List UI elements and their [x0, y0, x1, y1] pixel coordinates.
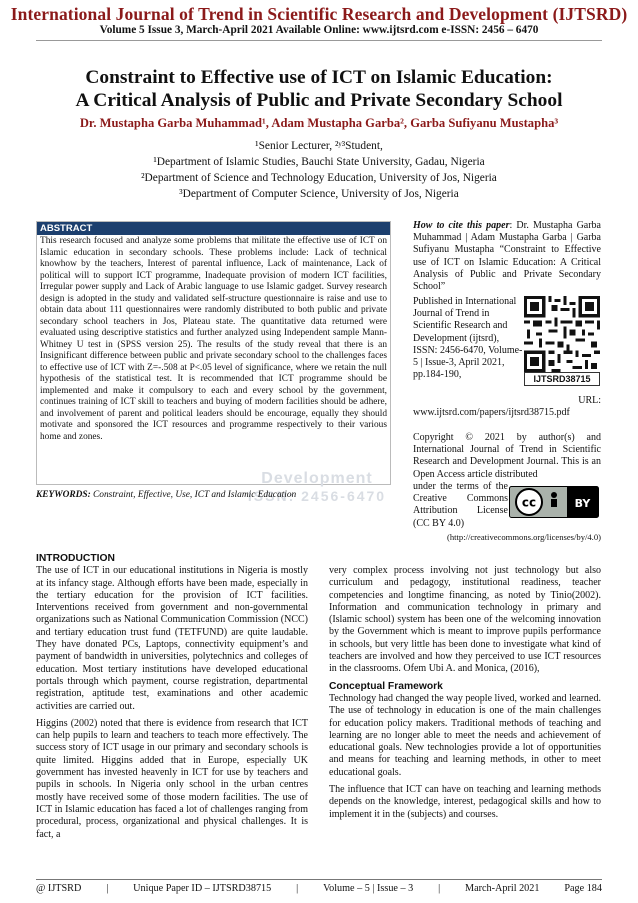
affiliation-roles: ¹Senior Lecturer, ²ʸ³Student,: [255, 140, 383, 152]
header-rule: [36, 40, 602, 41]
paper-title: [20, 66, 618, 112]
citation-block: [413, 220, 601, 293]
journal-title: International Journal of Trend in Scientific Research and Development (IJTSRD): [10, 4, 628, 24]
paper-title-line-1: Constraint to Effective use of ICT on Islamic Education:: [85, 67, 553, 88]
conceptual-paragraph-1: Technology had changed the way people lived, worked and learned. The use of technology in education is one of the main challenges for education policy makers. Traditional methods of teaching and learning are no longer able to meet the needs and achievement of educational goals. New technologies provide a lot of opportunities and means for teaching and learning methods, in other to meet educational goals.: [329, 692, 601, 778]
qr-code-icon: [524, 296, 600, 372]
license-url[interactable]: (http://creativecommons.org/licenses/by/4.0): [446, 532, 601, 542]
cc-by-license-icon: [509, 486, 599, 518]
footer-journal: @ IJTSRD: [36, 883, 82, 894]
abstract-heading: ABSTRACT: [37, 222, 390, 235]
copyright-text: Copyright © 2021 by author(s) and International Journal of Trend in Scientific Research and Development Journal. This is an Open Access article distributed: [413, 432, 601, 480]
journal-volume-line: Volume 5 Issue 3, March-April 2021 Available Online: www.ijtsrd.com e-ISSN: 2456 – 6470: [99, 24, 539, 36]
cc-badge-text: cc: [521, 495, 537, 510]
abstract-box: [36, 221, 391, 485]
conceptual-framework-heading: Conceptual Framework: [329, 680, 443, 692]
footer-page-number: Page 184: [564, 883, 602, 894]
abstract-text: This research focused and analyze some problems that militate the effective use of ICT on Islamic education in secondary schools. These problems include: Lack of technical knowhow by the teachers, Interest of parental influence, Lack of maintenance, Lack of political will to support ICT programme, Inadequate provision of modern ICT facilities, Irregular power supply and Lack of Arabic language to use Islamic gadget. Survey research design is adopted in the study and validated self-structure questionnaire is raise and use to obtain data about 111 questionnaires were randomly distributed to both public and private secondary school teachers in Jos, Plateau state. The quantitative data returned were evaluated using descriptive statistics and further analyzed using Independent sample Mann-Whitney U test in (SPSS version 25). The results of the study reveal that there is an Insignificant difference between public and private secondary school to the challenges faces to effective use of ICT with Z=-.508 at P<.05 level of significance, where we retain the null hypothesis of the statistical test. It is recommended that ICT programme should be implemented and make it compulsory to each and every school by the government, continues training of ICT skill to teachers and buying of modern facilities should be adhere, and involvement of parent and political leaders should be encourage, equally they should motivate and sponsored the ICT resources and programme respectively to their various home and zones.: [40, 236, 387, 442]
footer-date: March-April 2021: [465, 883, 540, 894]
citation-url-link[interactable]: www.ijtsrd.com/papers/ijtsrd38715.pdf: [413, 407, 570, 418]
keywords: [36, 490, 391, 500]
paper-title-line-2: A Critical Analysis of Public and Private Secondary School: [75, 90, 563, 111]
right-column: [329, 565, 601, 826]
citation-text: : Dr. Mustapha Garba Muhammad | Adam Mustapha Garba | Garba Sufiyanu Mustapha “Constraint to Effective use of ICT on Islamic Education: A Critical Analysis of Public and Private Secondary School”: [413, 220, 601, 293]
affiliation-3: ³Department of Computer Science, University of Jos, Nigeria: [179, 188, 459, 200]
footer-separator: |: [438, 883, 441, 894]
left-column: [36, 553, 308, 846]
footer-volume: Volume – 5 | Issue – 3: [323, 883, 414, 894]
footer-separator: |: [106, 883, 109, 894]
footer-rule: [36, 879, 602, 880]
affiliation-2: ²Department of Science and Technology Education, University of Jos, Nigeria: [141, 172, 497, 184]
qr-code-label: IJTSRD38715: [524, 372, 600, 386]
footer-paper-id: Unique Paper ID – IJTSRD38715: [133, 883, 272, 894]
by-badge-text: BY: [574, 497, 591, 510]
citation-published: Published in International Journal of Trend in Scientific Research and Development (ijtsrd), ISSN: 2456-6470, Volume-5 | Issue-3, April 2021, pp.184-190,: [413, 296, 523, 381]
keywords-text: Constraint, Effective, Use, ICT and Islamic Education: [93, 490, 297, 500]
watermark-line-2: ISSN: 2456-6470: [247, 488, 387, 504]
citation-url-label: URL:: [578, 395, 601, 406]
introduction-paragraph-3: very complex process involving not just technology but also curriculum and pedagogy, institutional readiness, teacher competencies and longtime financing, as noted by Tinio(2002). Information and communication technology in primary and (Islamic school) system has been one of the welcoming innovation by the Government which is meant to improve pupils performance in schools, but very little has been done to investigate what kind of teachers are involved and how they perceived to use ICT resources in the classrooms. Ofem Ubi A. and Monica, (2016),: [329, 565, 601, 675]
license-text: under the terms of the Creative Commons Attribution License (CC BY 4.0): [413, 481, 508, 529]
conceptual-paragraph-2: The influence that ICT can have on teaching and learning methods depends on the knowledge, interest, pedagogical skills and how to implement it in the (subjects) and courses.: [329, 784, 601, 820]
introduction-paragraph-2: Higgins (2002) noted that there is evidence from research that ICT can help pupils to learn and teachers to teach more effectively. The success story of ICT usage in our primary and secondary schools is quite limited. Higgins added that in Europe, especially UK government has invested heavenly in ICT for use by teachers and pupils in schools. In Nigeria only school in the urban centres mostly have received some of those modern facilities. The use of ICT in Islamic education has faced a lot of challenges ranging from procedural, process, organizational and physical challenges. It is fact, a: [36, 717, 308, 840]
introduction-paragraph-1: The use of ICT in our educational institutions in Nigeria is mostly at its infancy stage. Although efforts have been made, especially in the tertiary education for the provision of ICT facilities. Interventions received from government and non-governmental organizations such as National Communication Commission (NCC) and tertiary education trust fund (TETFUND) are quite laudable. They have donated PCs, Laptops, connectivity equipment’s and payment of bandwidth in universities, polytechnics and colleges of education. Most tertiary institutions have developed educational portals through which payment, course registration, departmental registration, aptitude test, examinations and other academic activities are carried out.: [36, 565, 309, 712]
citation-label: How to cite this paper: [413, 220, 510, 231]
introduction-heading: INTRODUCTION: [36, 553, 115, 564]
footer-separator: |: [296, 883, 299, 894]
keywords-label: KEYWORDS:: [36, 490, 91, 500]
citation-url[interactable]: [413, 407, 601, 419]
watermark-line-1: Development: [261, 470, 373, 487]
page-footer: [36, 883, 602, 894]
author-list: Dr. Mustapha Garba Muhammad¹, Adam Mustapha Garba², Garba Sufiyanu Mustapha³: [79, 116, 559, 130]
journal-watermark: [232, 470, 402, 540]
affiliation-1: ¹Department of Islamic Studies, Bauchi State University, Gadau, Nigeria: [153, 156, 485, 168]
